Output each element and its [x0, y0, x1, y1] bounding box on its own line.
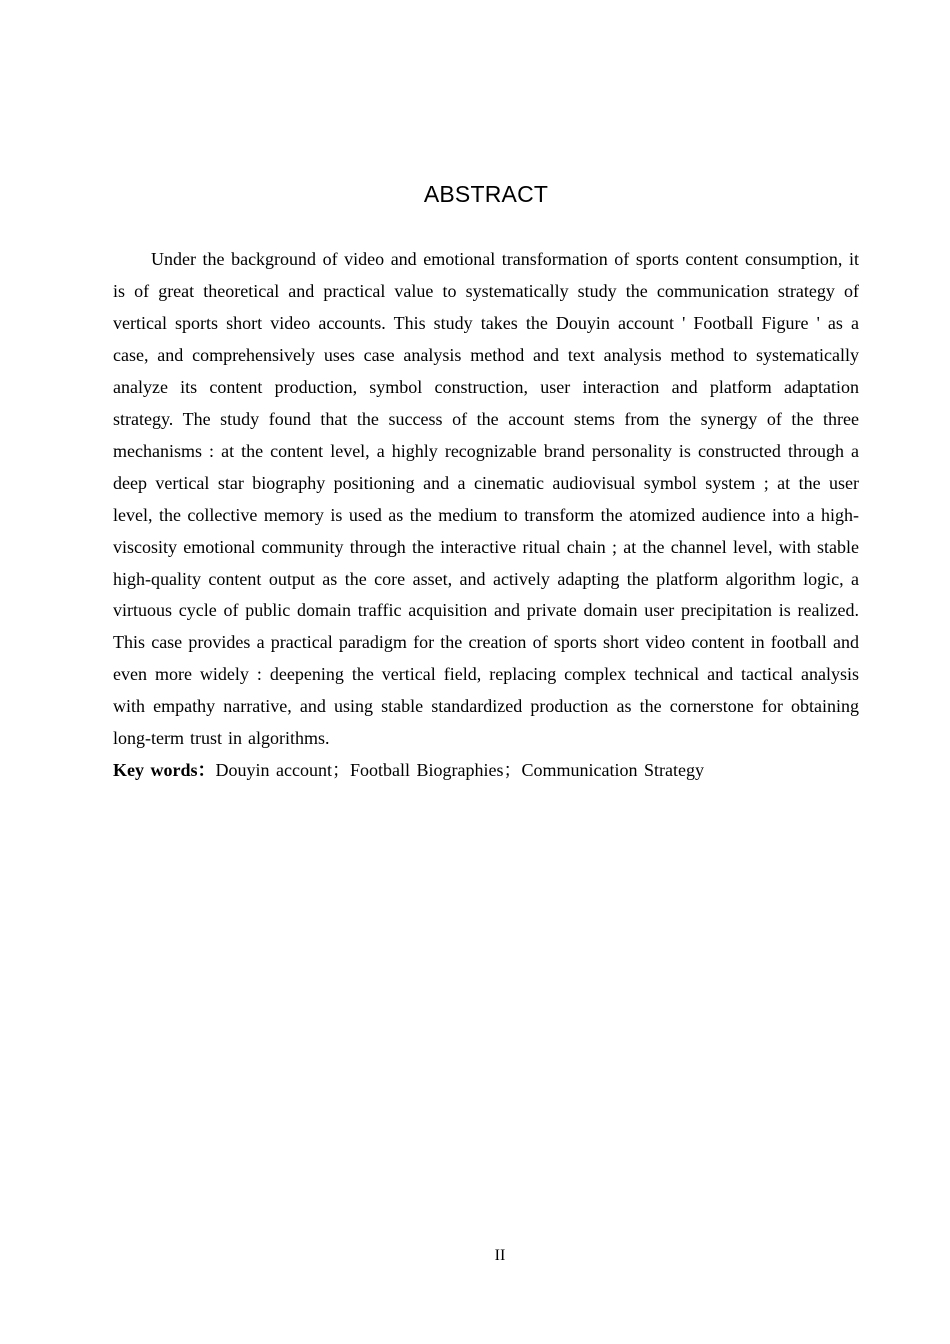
keyword-item: Communication Strategy — [521, 760, 704, 781]
keywords-label: Key words： — [113, 760, 216, 781]
abstract-heading: ABSTRACT — [423, 181, 549, 207]
page-number: II — [494, 1247, 506, 1264]
abstract-body — [113, 244, 859, 787]
keyword-item: Football Biographies — [349, 760, 504, 781]
keyword-separator: ； — [503, 760, 522, 781]
keywords-line — [113, 755, 859, 787]
abstract-paragraph: Under the background of video and emotional transformation of sports content consumption, it is of great theoretical and practical value to systematically study the communication strategy of vertical sports short video accounts. This study takes the Douyin account ' Football Figure ' as a case, and comprehensively uses case analysis method and text analysis method to systematically analyze its content production, symbol construction, user interaction and platform adaptation strategy. The study found that the success of the account stems from the synergy of the three mechanisms : at the content level, a highly recognizable brand personality is constructed through a deep vertical star biography positioning and a cinematic audiovisual symbol system ; at the user level, the collective memory is used as the medium to transform the atomized audience into a high-viscosity emotional community through the interactive ritual chain ; at the channel level, with stable high-quality content output as the core asset, and actively adapting the platform algorithm logic, a virtuous cycle of public domain traffic acquisition and private domain user precipitation is realized. This case provides a practical paradigm for the creation of sports short video content in football and even more widely : deepening the vertical field, replacing complex technical and tactical analysis with empathy narrative, and using stable standardized production as the cornerstone for obtaining long-term trust in algorithms. — [113, 249, 859, 749]
keyword-separator: ； — [331, 760, 350, 781]
keyword-item: Douyin account — [215, 760, 332, 781]
